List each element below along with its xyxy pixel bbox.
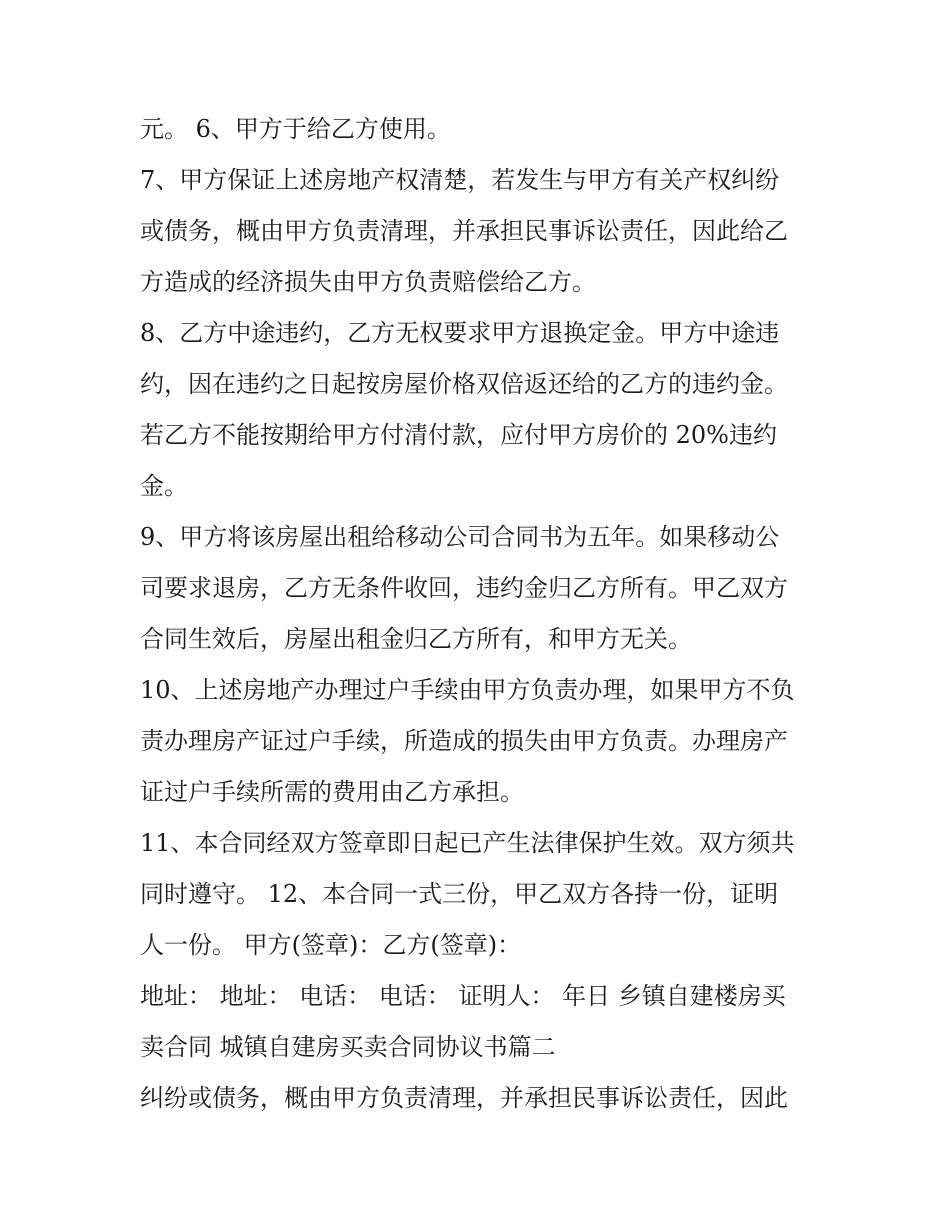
- text-line: 方造成的经济损失由甲方负责赔偿给乙方。: [140, 268, 596, 296]
- text-line: 约，因在违约之日起按房屋价格双倍返还给的乙方的违约金。: [140, 370, 788, 398]
- text-line: 证过户手续所需的费用由乙方承担。: [140, 778, 524, 806]
- text-line: 元。 6、甲方于给乙方使用。: [140, 115, 451, 143]
- text-line: 8、乙方中途违约，乙方无权要求甲方退换定金。甲方中途违: [140, 319, 780, 347]
- text-line: 10、上述房地产办理过户手续由甲方负责办理，如果甲方不负: [140, 676, 795, 704]
- text-line: 若乙方不能按期给甲方付清付款，应付甲方房价的 20%违约: [140, 421, 777, 449]
- text-line: 合同生效后，房屋出租金归乙方所有，和甲方无关。: [140, 625, 692, 653]
- text-line: 人一份。 甲方(签章)：乙方(签章)：: [140, 931, 522, 959]
- text-line: 卖合同 城镇自建房买卖合同协议书篇二: [140, 1033, 556, 1061]
- text-line: 司要求退房，乙方无条件收回，违约金归乙方所有。甲乙双方: [140, 574, 788, 602]
- text-line: 同时遵守。 12、本合同一式三份，甲乙双方各持一份，证明: [140, 880, 779, 908]
- text-line: 金。: [140, 472, 188, 500]
- text-line: 地址： 地址： 电话： 电话： 证明人： 年日 乡镇自建楼房买: [140, 982, 786, 1010]
- text-line: 9、甲方将该房屋出租给移动公司合同书为五年。如果移动公: [140, 523, 780, 551]
- document-body: [140, 104, 820, 1124]
- text-line: 7、甲方保证上述房地产权清楚，若发生与甲方有关产权纠纷: [140, 166, 780, 194]
- text-line: 11、本合同经双方签章即日起已产生法律保护生效。双方须共: [140, 829, 795, 857]
- text-line: 或债务，概由甲方负责清理，并承担民事诉讼责任，因此给乙: [140, 217, 788, 245]
- text-line: 纠纷或债务，概由甲方负责清理，并承担民事诉讼责任，因此: [140, 1084, 788, 1112]
- text-line: 责办理房产证过户手续，所造成的损失由甲方负责。办理房产: [140, 727, 788, 755]
